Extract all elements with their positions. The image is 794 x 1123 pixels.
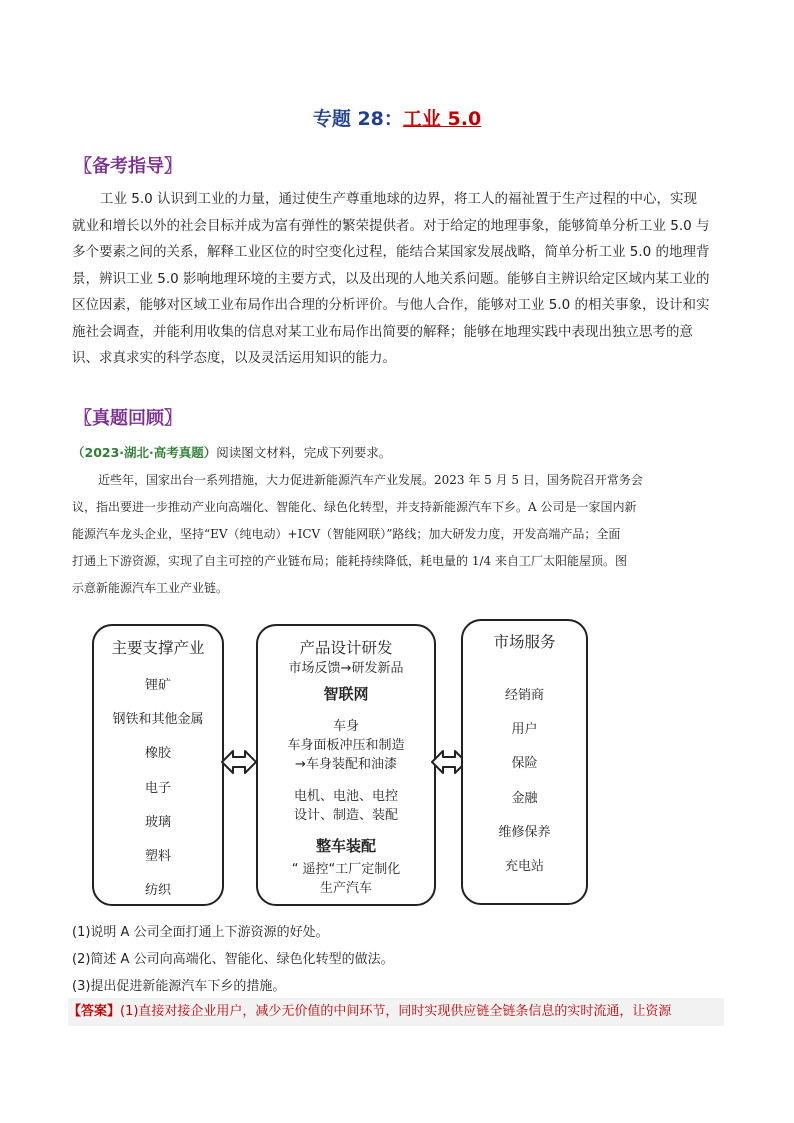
story-line: 近些年，国家出台一系列措施，大力促进新能源汽车产业发展。2023 年 5 月 5 日，国务院召开常务会 bbox=[98, 473, 643, 487]
zhilian-label: 智联网 bbox=[323, 685, 369, 703]
body-assembly: →车身装配和油漆 bbox=[295, 757, 397, 772]
support-item: 玻璃 bbox=[144, 815, 171, 830]
double-arrow-left bbox=[219, 748, 259, 776]
answer-text: (1)直接对接企业用户，减少无价值的中间环节，同时实现供应链全链条信息的实时流通，让资源 bbox=[120, 1004, 672, 1019]
support-item: 钢铁和其他金属 bbox=[112, 712, 204, 727]
story-line: 打通上下游资源，实现了自主可控的产业链布局；能耗持续降低，耗电量的 1/4 来自工厂太阳能屋顶。图 bbox=[72, 554, 627, 568]
guide-line: 多个要素之间的关系，解释工业区位的时空变化过程，能结合某国家发展战略，简单分析工业 5.0 的地理背 bbox=[72, 244, 710, 260]
market-item: 经销商 bbox=[504, 688, 544, 703]
market-services-title: 市场服务 bbox=[493, 633, 556, 651]
product-design-box bbox=[256, 624, 436, 906]
answer-label: 【答案】 bbox=[68, 1004, 121, 1019]
title-topic: 工业 5.0 bbox=[402, 108, 482, 130]
guide-paragraph bbox=[72, 186, 722, 372]
supporting-industries-title: 主要支撑产业 bbox=[111, 639, 205, 657]
electric-design: 设计、制造、装配 bbox=[293, 808, 398, 823]
question-1: (1)说明 A 公司全面打通上下游资源的好处。 bbox=[72, 925, 329, 940]
story-line: 议，指出要进一步推动产业向高端化、智能化、绿色化转型，并支持新能源汽车下乡。A 公司是一家国内新 bbox=[72, 500, 637, 514]
section-heading-review: 〖真题回顾〗 bbox=[74, 408, 182, 429]
story-line: 能源汽车龙头企业，坚持“EV（纯电动）+ICV（智能网联）”路线；加大研发力度，开发高端产品；全面 bbox=[72, 527, 621, 541]
product-design-sub: 市场反馈→研发新品 bbox=[288, 661, 404, 676]
question-source bbox=[72, 443, 391, 461]
supporting-industries-box bbox=[92, 624, 224, 906]
guide-line: 景，辨识工业 5.0 影响地理环境的主要方式，以及出现的人地关系问题。能够自主辨识给定区域内某工业的 bbox=[72, 270, 710, 287]
story-paragraph bbox=[72, 467, 724, 602]
support-item: 锂矿 bbox=[144, 678, 171, 693]
support-item: 橡胶 bbox=[144, 746, 171, 761]
market-item: 用户 bbox=[511, 722, 538, 737]
guide-line: 施社会调查，并能利用收集的信息对某工业布局作出简要的解释；能够在地理实践中表现出独立思考的意 bbox=[72, 323, 693, 340]
body-label: 车身 bbox=[332, 719, 359, 734]
title-prefix: 专题 28： bbox=[312, 108, 403, 130]
guide-line: 区位因素，能够对区域工业布局作出合理的分析评价。与他人合作，能够对工业 5.0 的相关事象，设计和实 bbox=[72, 297, 710, 313]
vehicle-assembly-label: 整车装配 bbox=[315, 837, 376, 855]
remote-customization: “ 遥控“工厂定制化 bbox=[291, 862, 401, 877]
section-heading-guide: 〖备考指导〗 bbox=[74, 156, 182, 177]
electric-systems: 电机、电池、电控 bbox=[293, 789, 398, 804]
body-stamping: 车身面板冲压和制造 bbox=[287, 738, 405, 753]
question-3: (3)提出促进新能源汽车下乡的措施。 bbox=[72, 979, 286, 994]
market-item: 充电站 bbox=[504, 859, 544, 874]
question-2: (2)简述 A 公司向高端化、智能化、绿色化转型的做法。 bbox=[72, 952, 394, 967]
guide-line: 就业和增长以外的社会目标并成为富有弹性的繁荣提供者。对于给定的地理事象，能够简单分析工业 5.0 与 bbox=[72, 217, 710, 234]
answer-block bbox=[68, 998, 724, 1026]
support-item: 纺织 bbox=[144, 883, 171, 898]
story-line: 示意新能源汽车工业产业链。 bbox=[72, 581, 229, 595]
market-item: 维修保养 bbox=[498, 825, 551, 840]
source-tag: （2023·湖北·高考真题） bbox=[72, 445, 217, 460]
product-design-title: 产品设计研发 bbox=[299, 639, 393, 657]
market-item: 保险 bbox=[511, 756, 538, 771]
market-services-box bbox=[461, 619, 588, 905]
page-title bbox=[0, 104, 794, 131]
guide-line: 工业 5.0 认识到工业的力量，通过使生产尊重地球的边界，将工人的福祉置于生产过程的中心，实现 bbox=[100, 191, 698, 207]
source-instruction: 阅读图文材料，完成下列要求。 bbox=[216, 445, 392, 460]
guide-line: 识、求真求实的科学态度，以及灵活运用知识的能力。 bbox=[72, 350, 396, 366]
support-item: 电子 bbox=[144, 781, 171, 796]
market-item: 金融 bbox=[511, 791, 538, 806]
produce-vehicle: 生产汽车 bbox=[319, 881, 372, 896]
support-item: 塑料 bbox=[144, 849, 171, 864]
